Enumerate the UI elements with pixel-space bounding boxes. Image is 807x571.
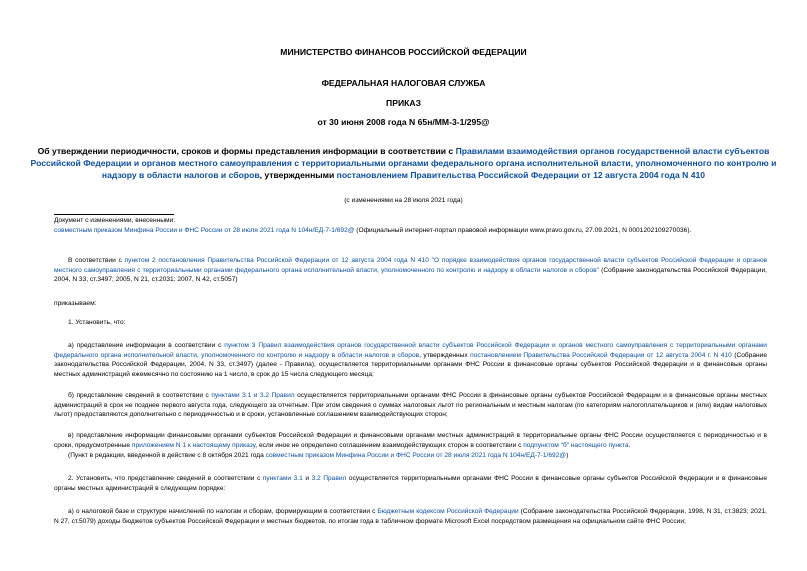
item-2-text: 2. Установить, что представление сведений в соответствии с bbox=[68, 475, 263, 482]
government-decree-link[interactable]: постановлением Правительства Российской Федерации от 12 августа 2004 года N 410 bbox=[336, 170, 706, 180]
item-2 bbox=[54, 474, 767, 493]
item-2-and: и bbox=[302, 475, 312, 482]
changes-source: (Официальный интернет-портал правовой информации www.pravo.gov.ru, 27.09.2021, N 0001202109270036). bbox=[354, 227, 692, 234]
appendix-1-link[interactable]: приложением N 1 к настоящему приказу bbox=[131, 441, 256, 449]
doc-type-heading: ПРИКАЗ bbox=[386, 98, 421, 108]
changes-label: Документ с изменениями, внесенными: bbox=[54, 217, 176, 224]
point-3-1-link[interactable]: пунктами 3.1 bbox=[262, 475, 303, 482]
subitem-v-text-3: . bbox=[628, 441, 631, 449]
subitem-a-text-2: , утвержденных bbox=[419, 351, 471, 359]
item-2-text-2: осуществляется территориальными органами ФНС России в финансовые органы субъектов Российской Федерации и в финансовые органы местных администраций в следующем порядке: bbox=[54, 475, 767, 492]
subitem-a-text: а) представление информации в соответствии с bbox=[68, 342, 225, 349]
point-3-2-link[interactable]: 3.2 Правил bbox=[311, 475, 347, 482]
note-order-link[interactable]: совместным приказом Минфина России и ФНС России от 28 июля 2021 года N 104н/ЕД-7-1/692@ bbox=[265, 452, 567, 459]
page-title bbox=[30, 145, 777, 181]
changes-line bbox=[54, 227, 691, 234]
changes-link[interactable]: совместным приказом Минфина России и ФНС России от 28 июля 2021 года N 104н/ЕД-7-1/692@ bbox=[54, 227, 355, 234]
subitem-b bbox=[54, 391, 767, 420]
title-text-2: , утвержденными bbox=[259, 170, 337, 180]
subitem-v-text: в) представление информации финансовыми органами субъектов Российской Федерации и финансовыми органами местных администраций в территориальные органы ФНС России осуществляется с периодичностью и в сроки, предусмотренные bbox=[54, 432, 767, 449]
doc-date-number: от 30 июня 2008 года N 65н/ММ-3-1/295@ bbox=[317, 117, 490, 127]
divider bbox=[54, 214, 174, 215]
item-1: 1. Установить, что: bbox=[68, 319, 126, 326]
subitem-v-note bbox=[68, 452, 568, 459]
item-2a-text-2: (Собрание законодательства Российской Федерации, 1998, N 31, ст.3823; 2021, N 27, ст.5079) доходы бюджетов субъектов Российской Федерации и местных бюджетов, по итогам года в табличном формате Microsoft Excel посредством размещения на официальном сайте ФНС России; bbox=[54, 508, 767, 525]
rules-link[interactable]: Правилами взаимодействия органов государственной власти субъектов Российской Федерации и органов местного самоуправления с территориальными органами федерального органа исполнительной власти, уполномоченного по контролю и надзору в области налогов и сборов bbox=[30, 146, 777, 180]
rules-points-link[interactable]: пунктами 3.1 и 3.2 Правил bbox=[211, 392, 295, 399]
item-2a-text: а) о налоговой базе и структуре начислений по налогам и сборам, формирующим в соответствии с bbox=[68, 508, 378, 515]
decree-410-link[interactable]: постановлением Правительства Российской Федерации от 12 августа 2004 г. N 410 bbox=[470, 351, 732, 359]
subitem-b-text-2: осуществляется территориальными органами ФНС России в финансовые органы субъектов Российской Федерации и в финансовые органы местных администраций в срок не позднее первого августа года, следующего за отчетным. При этом сведения о суммах налоговых льгот по региональным и местным налогам (по категориям налогоплательщиков и (или) видам налоговых льгот) предоставляются дополнительно с периодичностью и в сроки, установленные соглашением взаимодействующих сторон; bbox=[54, 392, 768, 419]
subitem-a bbox=[54, 341, 767, 379]
rules-point-3-link[interactable]: пунктом 3 Правил взаимодействия органов государственной власти субъектов Российской Федерации и органов местного самоуправления с территориальными органами федерального органа исполнительной власти, уполномоченного по контролю и надзору в области налогов и сборов bbox=[54, 342, 767, 359]
subitem-a-text-3: (Собрание законодательства Российской Федерации, 2004, N 33, ст.3497) (далее - Правила), осуществляется территориальными органами ФНС России в финансовые органы субъектов Российской Федерации и в финансовые органы местных администраций ежемесячно по состоянию на 1 число, в срок до 15 числа следующего месяца; bbox=[54, 351, 767, 378]
note-text: (Пункт в редакции, введенной в действие с 8 октября 2021 года bbox=[68, 452, 266, 459]
service-heading: ФЕДЕРАЛЬНАЯ НАЛОГОВАЯ СЛУЖБА bbox=[321, 78, 486, 88]
subitem-v bbox=[54, 431, 767, 450]
title-text-1: Об утверждении периодичности, сроков и формы представления информации в соответствии с bbox=[37, 146, 456, 156]
preamble-paragraph bbox=[54, 256, 767, 285]
preamble-text: В соответствии с bbox=[68, 257, 125, 264]
subpoint-b-link[interactable]: подпунктом "б" настоящего пункта bbox=[523, 441, 629, 449]
budget-code-link[interactable]: Бюджетным кодексом Российской Федерации bbox=[377, 508, 519, 515]
item-2-subitem-a bbox=[54, 507, 767, 526]
note-close: ) bbox=[566, 452, 569, 459]
order-word: приказываем: bbox=[54, 300, 97, 307]
preamble-source: (Собрание законодательства Российской Федерации, 2004, N 33, ст.3497; 2005, N 21, ст.2031; 2007, N 42, ст.5057) bbox=[54, 266, 767, 284]
decree-point-link[interactable]: пунктом 2 постановления Правительства Российской Федерации от 12 августа 2004 года N 410 "О порядке взаимодействия органов государственной власти субъектов Российской Федерации и органов местного самоуправления с территориальными органами федерального органа исполнительной власти, уполномоченного по контролю и надзору в области налогов и сборов" bbox=[54, 257, 768, 274]
subitem-b-text: б) представление сведений в соответствии с bbox=[68, 392, 212, 399]
ministry-heading: МИНИСТЕРСТВО ФИНАНСОВ РОССИЙСКОЙ ФЕДЕРАЦИИ bbox=[280, 47, 527, 57]
subitem-v-text-2: , если иное не определено соглашением взаимодействующих сторон в соответствии с bbox=[255, 441, 524, 449]
edition-note: (с изменениями на 28 июля 2021 года) bbox=[344, 197, 463, 204]
